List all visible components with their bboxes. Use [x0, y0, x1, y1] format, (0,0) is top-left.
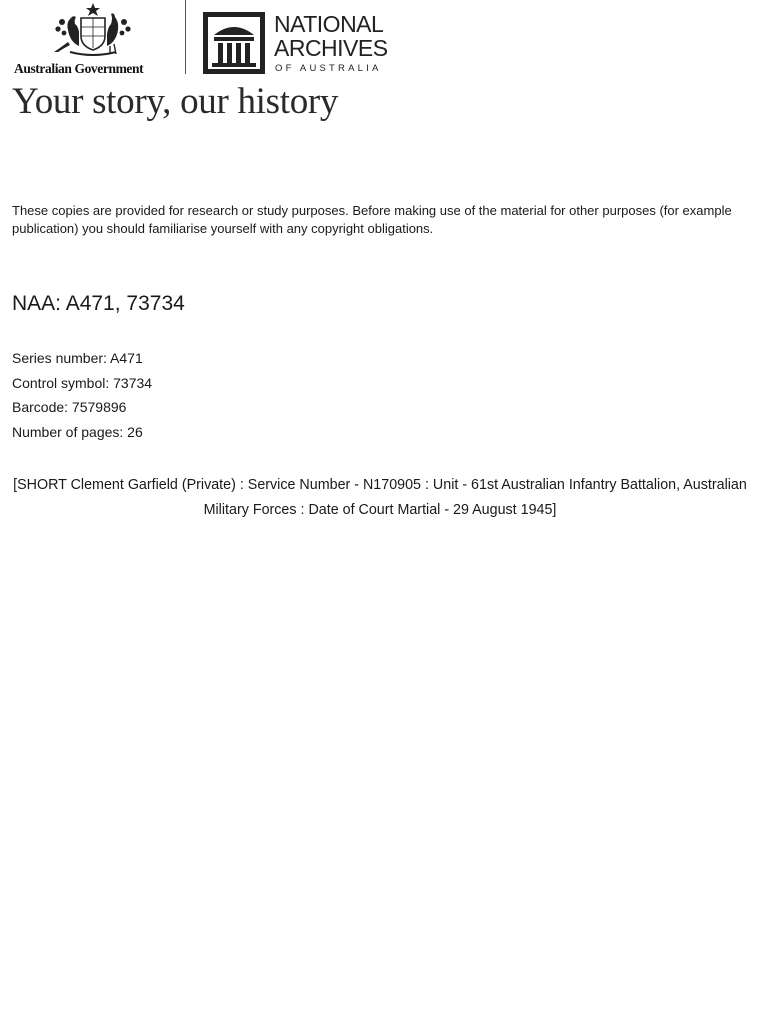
- tagline: Your story, our history: [12, 81, 339, 122]
- government-name: Australian Government: [14, 61, 144, 76]
- document-header: [0, 0, 770, 130]
- logo-divider: [185, 0, 186, 74]
- control-symbol: Control symbol: 73734: [12, 374, 153, 391]
- archives-name-line3: OF AUSTRALIA: [275, 63, 382, 74]
- record-metadata: [12, 346, 152, 444]
- archives-building-icon: [203, 12, 265, 74]
- copyright-notice: These copies are provided for research or study purposes. Before making use of the material for other purposes (for example publication) you should familiarise yourself with any copyright obligations.: [12, 203, 732, 236]
- national-archives-logo: [203, 12, 408, 76]
- record-reference-heading: NAA: A471, 73734: [12, 292, 185, 315]
- archives-name-line1: NATIONAL: [274, 11, 384, 37]
- australian-government-logo: [12, 2, 172, 76]
- number-of-pages: Number of pages: 26: [12, 423, 143, 440]
- series-number: Series number: A471: [12, 350, 143, 366]
- barcode: Barcode: 7579896: [12, 399, 127, 415]
- coat-of-arms-icon: [48, 2, 138, 58]
- archives-name-line2: ARCHIVES: [274, 35, 388, 61]
- record-title: [SHORT Clement Garfield (Private) : Service Number - N170905 : Unit - 61st Australian Infantry Battalion, Australian Military Forces : Date of Court Martial - 29 August 1945]: [13, 477, 747, 518]
